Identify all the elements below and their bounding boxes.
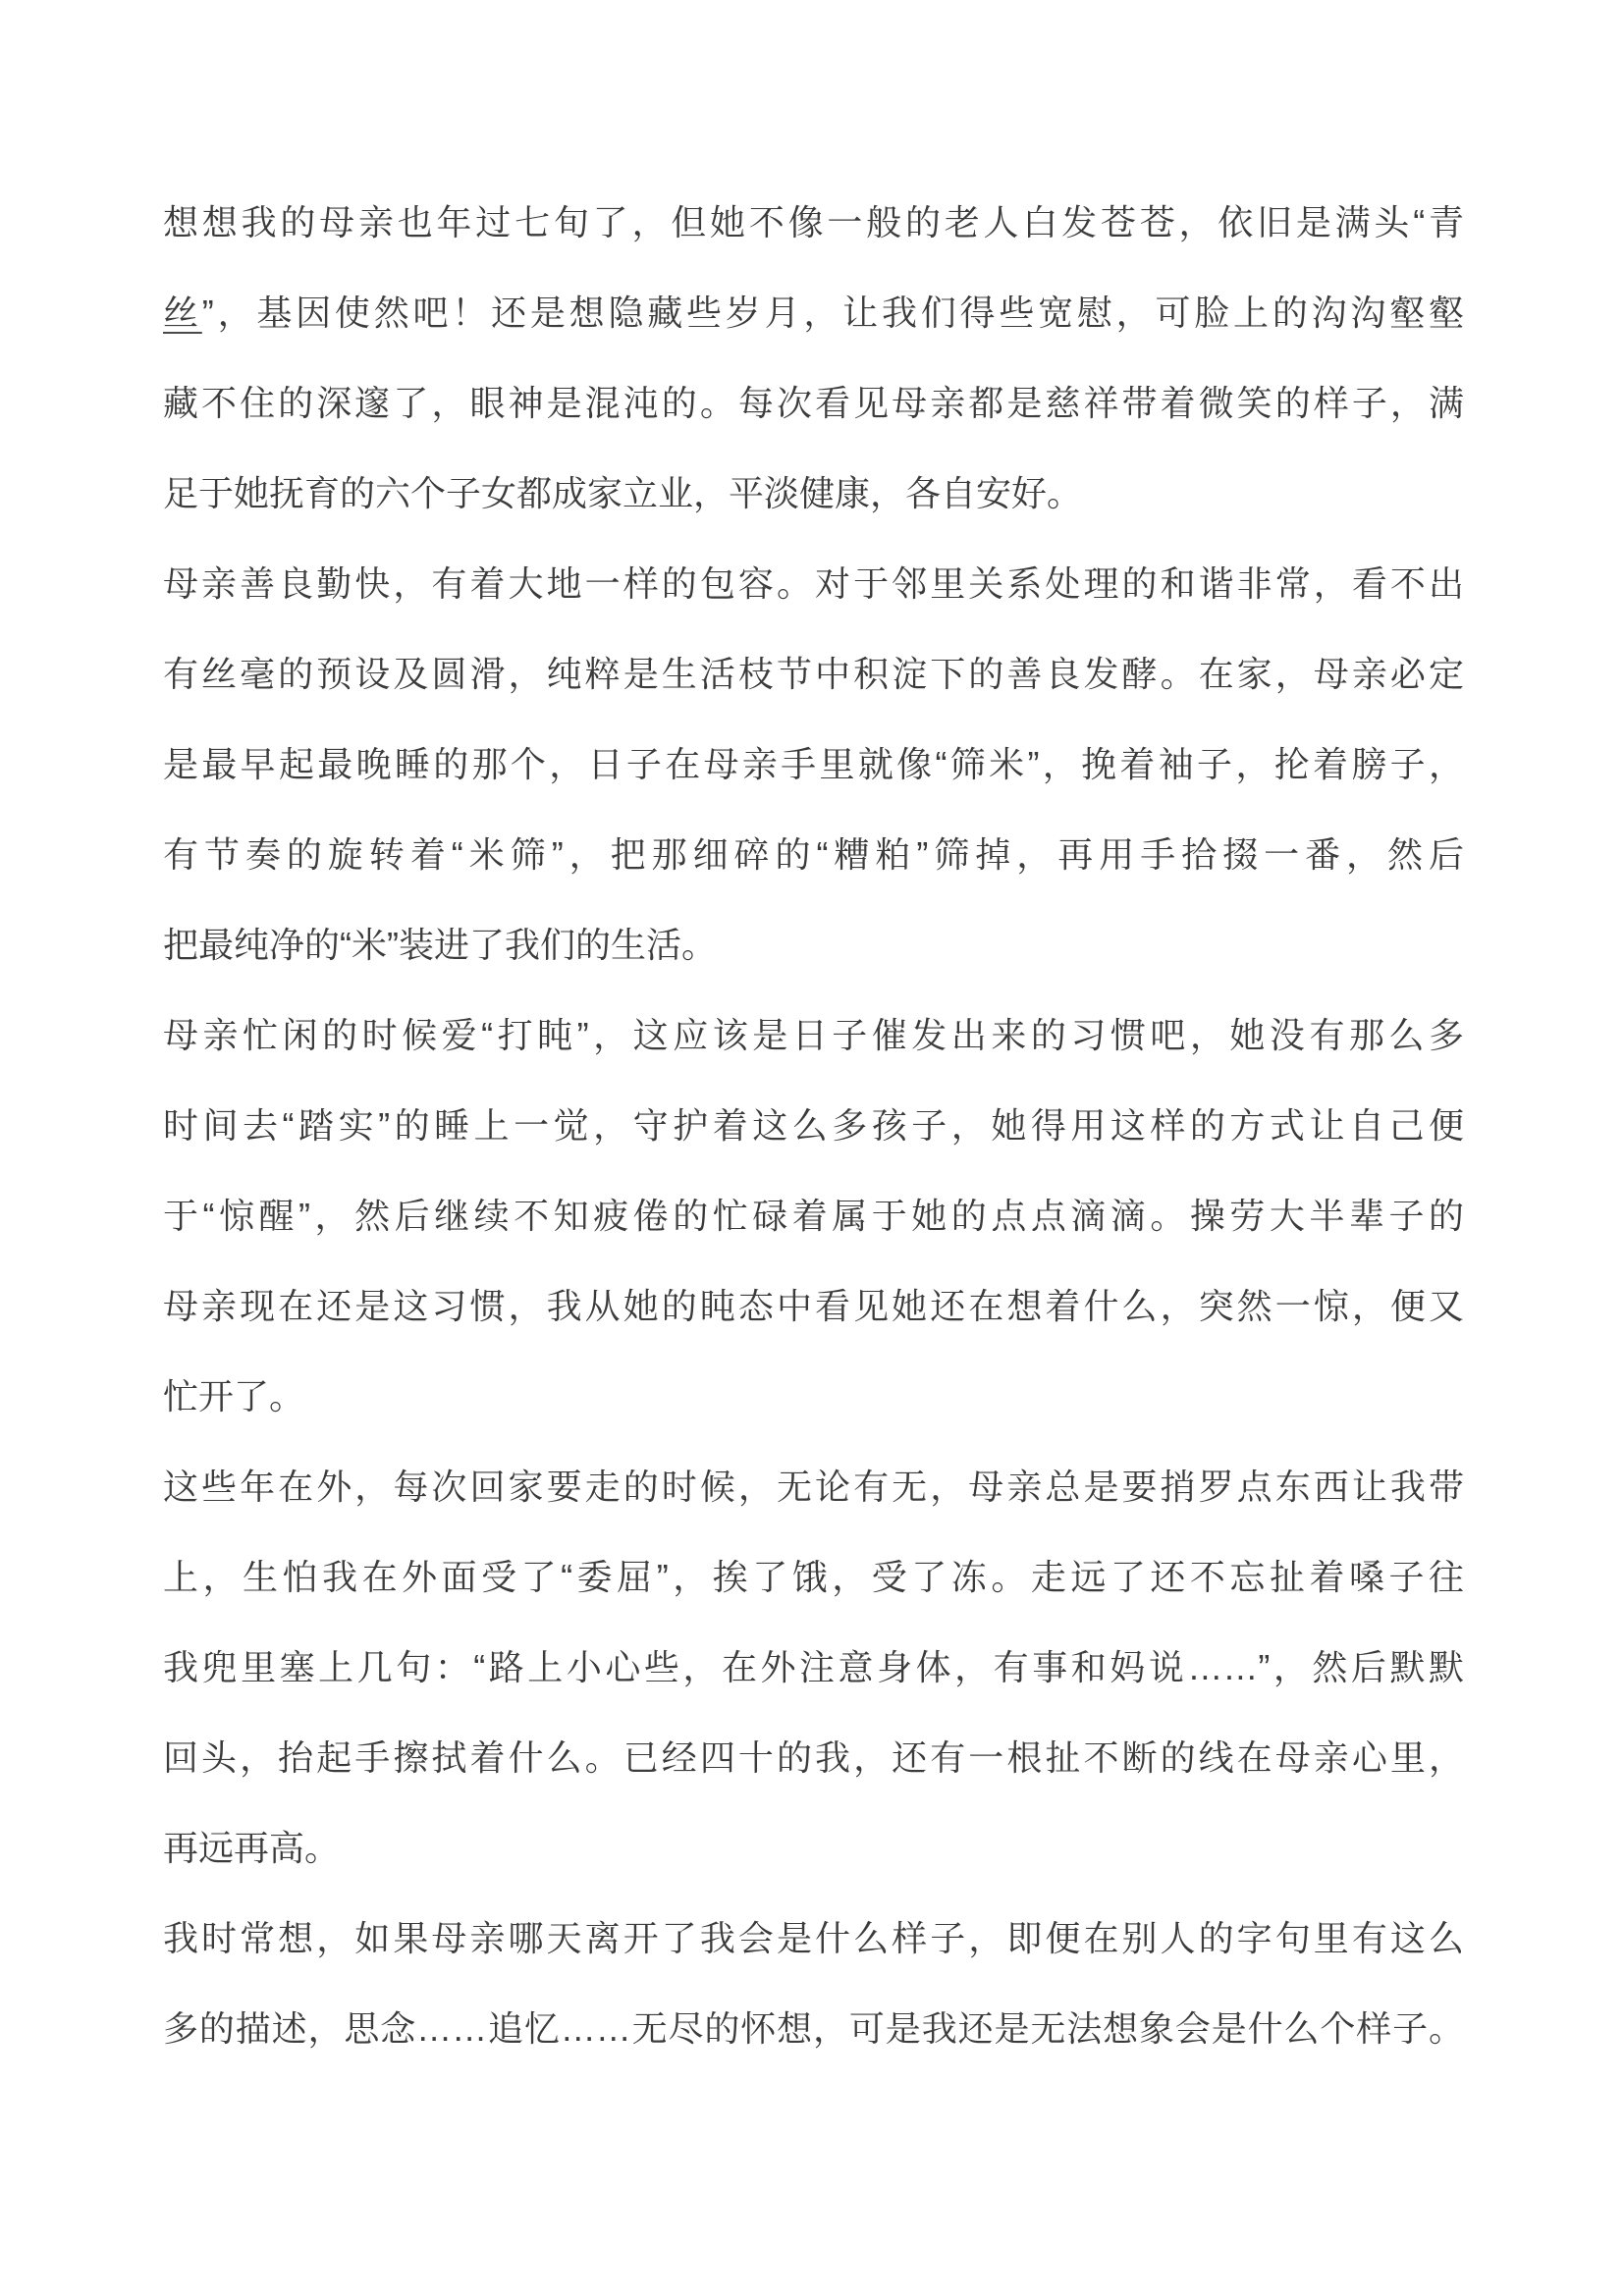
text-line: 把最纯净的“米”装进了我们的生活。: [163, 925, 717, 965]
text-line: 藏不住的深邃了，眼神是混沌的。每次看见母亲都是慈祥带着微笑的样子，满: [163, 383, 1464, 423]
text-line: 时间去“踏实”的睡上一觉，守护着这么多孩子，她得用这样的方式让自己便: [163, 1105, 1464, 1146]
text-line: 多的描述，思念……追忆……无尽的怀想，可是我还是无法想象会是什么个样子。: [163, 2008, 1464, 2049]
text-line: 这些年在外，每次回家要走的时候，无论有无，母亲总是要捎罗点东西让我带: [163, 1467, 1464, 1507]
text-line: 再远再高。: [163, 1828, 341, 1868]
underlined-character: 丝: [163, 293, 202, 333]
text-line: 母亲忙闲的时候爱“打盹”，这应该是日子催发出来的习惯吧，她没有那么多: [163, 1015, 1464, 1055]
text-line: 上，生怕我在外面受了“委屈”，挨了饿，受了冻。走远了还不忘扯着嗓子往: [163, 1557, 1464, 1597]
document-body: [163, 178, 1464, 2074]
paragraph: [163, 1442, 1464, 1894]
paragraph: [163, 178, 1464, 539]
paragraph: [163, 1894, 1464, 2074]
text-line: 回头，抬起手擦拭着什么。已经四十的我，还有一根扯不断的线在母亲心里，: [163, 1737, 1464, 1778]
text-line: 我时常想，如果母亲哪天离开了我会是什么样子，即便在别人的字句里有这么: [163, 1918, 1464, 1958]
text-line: 丝”，基因使然吧！还是想隐藏些岁月，让我们得些宽慰，可脸上的沟沟壑壑: [163, 293, 1464, 333]
text-line: 我兜里塞上几句：“路上小心些，在外注意身体，有事和妈说……”，然后默默: [163, 1647, 1464, 1687]
text-line: 是最早起最晚睡的那个，日子在母亲手里就像“筛米”，挽着袖子，抡着膀子，: [163, 744, 1464, 784]
text-line: 于“惊醒”，然后继续不知疲倦的忙碌着属于她的点点滴滴。操劳大半辈子的: [163, 1196, 1464, 1236]
paragraph: [163, 539, 1464, 990]
text-line: 有节奏的旋转着“米筛”，把那细碎的“糟粕”筛掉，再用手拾掇一番，然后: [163, 834, 1464, 875]
text-line: 母亲善良勤快，有着大地一样的包容。对于邻里关系处理的和谐非常，看不出: [163, 563, 1464, 604]
text-line: 忙开了。: [163, 1376, 305, 1416]
text-line: 母亲现在还是这习惯，我从她的盹态中看见她还在想着什么，突然一惊，便又: [163, 1286, 1464, 1326]
text-line: 有丝毫的预设及圆滑，纯粹是生活枝节中积淀下的善良发酵。在家，母亲必定: [163, 654, 1464, 694]
paragraph: [163, 990, 1464, 1442]
text-line: 想想我的母亲也年过七旬了，但她不像一般的老人白发苍苍，依旧是满头“青: [163, 202, 1464, 242]
text-line: 足于她抚育的六个子女都成家立业，平淡健康，各自安好。: [163, 473, 1083, 513]
